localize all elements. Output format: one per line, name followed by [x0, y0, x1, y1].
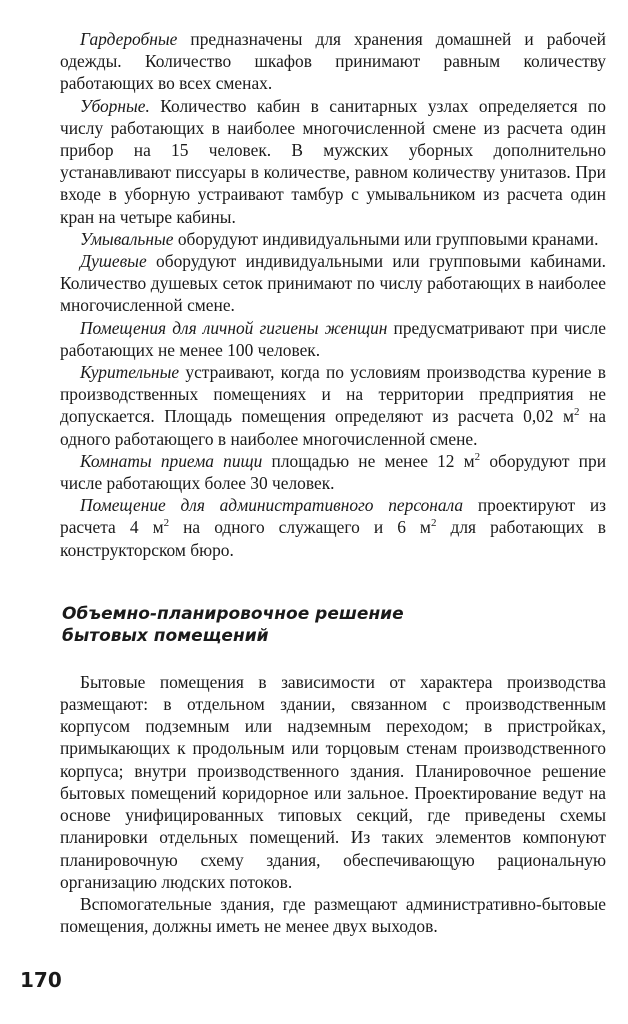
term-admin-rooms: Помещение для административного персонала: [80, 495, 464, 516]
paragraph-wardrobes: [60, 28, 606, 95]
paragraph-text: предназначены для хранения домашней и рабочей одежды. Количество шкафов принимают равным количеству работающих во всех сменах.: [60, 29, 606, 94]
paragraph-text: проектируют из расчета 4 м: [60, 495, 607, 538]
superscript: 2: [163, 517, 170, 530]
paragraph-smoking-rooms: [60, 361, 606, 450]
section-title: [60, 603, 606, 647]
superscript: 2: [574, 406, 580, 419]
paragraph-text: устраивают, когда по условиям производства курение в производственных помещениях и на территории предприятия не допускается. Площадь помещения определяют из расчета 0,02 м: [60, 362, 606, 427]
superscript: 2: [430, 517, 437, 530]
paragraph-text: на одного служащего и 6 м: [169, 517, 431, 538]
section-title-line-1: Объемно-планировочное решение: [62, 603, 404, 624]
paragraph-text: для работающих в конструкторском бюро.: [60, 517, 606, 560]
paragraph-admin-rooms: [60, 494, 606, 561]
paragraph-hygiene-rooms: [60, 317, 606, 361]
paragraph-text: оборудуют индивидуальными или групповыми кранами.: [173, 228, 599, 249]
paragraph-text: оборудуют индивидуальными или групповыми кабинами. Количество душевых сеток принимают по числу работающих в наиболее многочисленной смене.: [60, 251, 606, 316]
paragraph-showers: [60, 250, 606, 317]
superscript: 2: [474, 451, 481, 464]
paragraph-washrooms: [60, 228, 606, 250]
term-smoking-rooms: Курительные: [80, 362, 180, 383]
page-number: 170: [20, 968, 62, 992]
paragraph-text: на одного работающего в наиболее многочисленной смене.: [60, 406, 607, 449]
term-hygiene-rooms: Помещения для личной гигиены женщин: [80, 317, 388, 338]
term-washrooms: Умывальные: [80, 228, 174, 249]
term-dining-rooms: Комнаты приема пищи: [80, 450, 263, 471]
body-paragraph-exits: Вспомогательные здания, где размещают административно-бытовые помещения, должны иметь не менее двух выходов.: [60, 893, 606, 937]
body-paragraph-placement: Бытовые помещения в зависимости от характера производства размещают: в отдельном здании, связанном с производственным корпусом подземным или надземным переходом; в пристройках, примыкающих к продольным или торцовым стенам производственного корпуса; внутри производственного здания. Планировочное решение бытовых помещений коридорное или зальное. Проектирование ведут на основе унифицированных типовых секций, где приведены схемы планировки отдельных помещений. Из таких элементов компонуют планировочную схему здания, обеспечивающую рациональную организацию людских потоков.: [60, 671, 606, 892]
paragraph-text: площадью не менее 12 м: [262, 450, 475, 471]
term-wardrobes: Гардеробные: [80, 29, 178, 49]
paragraph-dining-rooms: [60, 450, 606, 494]
term-showers: Душевые: [80, 251, 147, 272]
section-title-line-2: бытовых помещений: [62, 625, 269, 646]
paragraph-text: предусматривают при числе работающих не менее 100 человек.: [60, 317, 606, 360]
paragraph-toilets: [60, 95, 606, 228]
paragraph-text: оборудуют при числе работающих более 30 человек.: [60, 450, 606, 494]
paragraph-text: Количество кабин в санитарных узлах определяется по числу работающих в наиболее многочисленной смене из расчета один прибор на 15 человек. В мужских уборных дополнительно устанавливают писсуары в количестве, равном количеству унитазов. При входе в уборную устраивают тамбур с умывальником из расчета один кран на четыре кабины.: [60, 95, 606, 227]
term-toilets: Уборные.: [80, 95, 150, 116]
